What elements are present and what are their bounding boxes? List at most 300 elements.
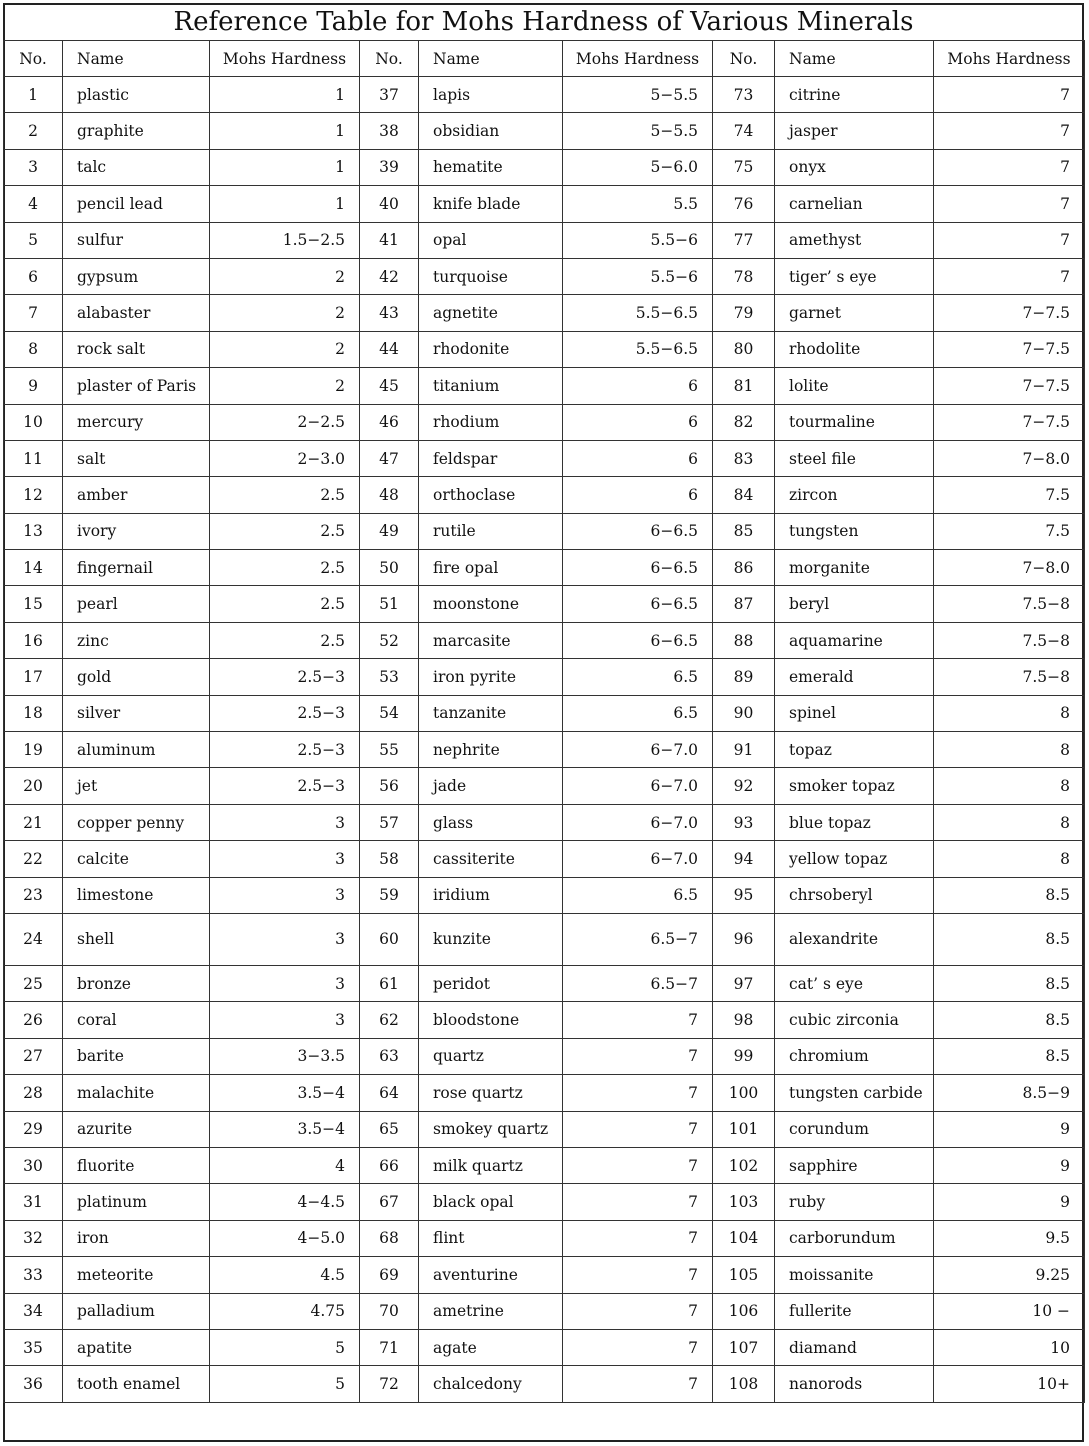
mineral-name: smoker topaz — [775, 768, 934, 804]
mineral-name: chromium — [775, 1038, 934, 1074]
mineral-name: aquamarine — [775, 622, 934, 658]
mineral-number: 16 — [4, 622, 63, 658]
mineral-hardness: 6 — [563, 477, 713, 513]
mineral-number: 100 — [713, 1075, 775, 1111]
mineral-name: alexandrite — [775, 913, 934, 965]
mineral-number: 74 — [713, 113, 775, 149]
mineral-name: malachite — [63, 1075, 210, 1111]
mineral-number: 96 — [713, 913, 775, 965]
mineral-name: coral — [63, 1002, 210, 1038]
mineral-hardness: 1 — [210, 149, 360, 185]
mineral-hardness: 1 — [210, 113, 360, 149]
mineral-number: 56 — [360, 768, 419, 804]
mineral-name: bloodstone — [419, 1002, 563, 1038]
mineral-name: morganite — [775, 550, 934, 586]
mineral-hardness: 8.5 — [934, 965, 1085, 1001]
mineral-hardness: 6.5 — [563, 659, 713, 695]
mineral-name: apatite — [63, 1329, 210, 1365]
mineral-number: 59 — [360, 877, 419, 913]
mineral-name: tourmaline — [775, 404, 934, 440]
header-no: No. — [713, 41, 775, 77]
mineral-number: 42 — [360, 258, 419, 294]
table-row — [4, 1111, 1085, 1147]
mineral-hardness: 6−6.5 — [563, 622, 713, 658]
mineral-hardness: 7.5−8 — [934, 659, 1085, 695]
header-name: Name — [775, 41, 934, 77]
mineral-hardness: 10 − — [934, 1293, 1085, 1329]
table-row — [4, 331, 1085, 367]
mineral-number: 32 — [4, 1220, 63, 1256]
mineral-name: carborundum — [775, 1220, 934, 1256]
table-row — [4, 440, 1085, 476]
table-row — [4, 368, 1085, 404]
mineral-number: 12 — [4, 477, 63, 513]
mineral-number: 11 — [4, 440, 63, 476]
mineral-name: smokey quartz — [419, 1111, 563, 1147]
mineral-name: feldspar — [419, 440, 563, 476]
mineral-number: 40 — [360, 186, 419, 222]
mineral-number: 47 — [360, 440, 419, 476]
mineral-hardness: 9 — [934, 1111, 1085, 1147]
mineral-name: jasper — [775, 113, 934, 149]
mineral-number: 68 — [360, 1220, 419, 1256]
mineral-number: 48 — [360, 477, 419, 513]
mineral-number: 94 — [713, 841, 775, 877]
mineral-hardness: 6−7.0 — [563, 804, 713, 840]
mineral-number: 91 — [713, 732, 775, 768]
mineral-name: cubic zirconia — [775, 1002, 934, 1038]
mineral-hardness: 7−8.0 — [934, 440, 1085, 476]
table-row — [4, 404, 1085, 440]
mineral-hardness: 7.5−8 — [934, 622, 1085, 658]
table-row — [4, 477, 1085, 513]
mineral-number: 10 — [4, 404, 63, 440]
mineral-name: zinc — [63, 622, 210, 658]
mineral-hardness: 6.5−7 — [563, 965, 713, 1001]
table-row — [4, 622, 1085, 658]
mineral-number: 93 — [713, 804, 775, 840]
mineral-hardness: 2 — [210, 295, 360, 331]
mineral-hardness: 6−7.0 — [563, 841, 713, 877]
mineral-hardness: 5.5−6.5 — [563, 295, 713, 331]
mineral-hardness: 5−5.5 — [563, 113, 713, 149]
mineral-hardness: 8 — [934, 841, 1085, 877]
mineral-name: tanzanite — [419, 695, 563, 731]
table-row — [4, 77, 1085, 113]
mineral-hardness: 7 — [934, 77, 1085, 113]
mineral-hardness: 6−7.0 — [563, 732, 713, 768]
mineral-number: 37 — [360, 77, 419, 113]
mineral-number: 36 — [4, 1366, 63, 1402]
mineral-number: 18 — [4, 695, 63, 731]
mineral-name: plastic — [63, 77, 210, 113]
mineral-name: agnetite — [419, 295, 563, 331]
mineral-name: gold — [63, 659, 210, 695]
mineral-hardness: 2.5−3 — [210, 695, 360, 731]
mineral-number: 60 — [360, 913, 419, 965]
mineral-number: 50 — [360, 550, 419, 586]
mineral-hardness: 6−7.0 — [563, 768, 713, 804]
mineral-number: 2 — [4, 113, 63, 149]
mineral-number: 84 — [713, 477, 775, 513]
mineral-number: 73 — [713, 77, 775, 113]
mineral-number: 46 — [360, 404, 419, 440]
mineral-hardness: 6 — [563, 440, 713, 476]
mineral-hardness: 5 — [210, 1329, 360, 1365]
mineral-number: 75 — [713, 149, 775, 185]
mineral-hardness: 7 — [563, 1111, 713, 1147]
mineral-hardness: 7 — [563, 1184, 713, 1220]
mineral-name: citrine — [775, 77, 934, 113]
mineral-name: turquoise — [419, 258, 563, 294]
mineral-name: rutile — [419, 513, 563, 549]
mineral-name: hematite — [419, 149, 563, 185]
mineral-number: 106 — [713, 1293, 775, 1329]
table-row — [4, 222, 1085, 258]
mineral-hardness: 8 — [934, 695, 1085, 731]
mineral-name: barite — [63, 1038, 210, 1074]
mineral-number: 15 — [4, 586, 63, 622]
mineral-number: 38 — [360, 113, 419, 149]
mineral-number: 28 — [4, 1075, 63, 1111]
mineral-number: 17 — [4, 659, 63, 695]
mineral-number: 39 — [360, 149, 419, 185]
mineral-hardness: 3.5−4 — [210, 1075, 360, 1111]
mineral-number: 90 — [713, 695, 775, 731]
mineral-number: 14 — [4, 550, 63, 586]
mineral-name: lapis — [419, 77, 563, 113]
mineral-hardness: 2 — [210, 258, 360, 294]
mineral-hardness: 7 — [563, 1002, 713, 1038]
mineral-number: 89 — [713, 659, 775, 695]
mineral-name: cat’ s eye — [775, 965, 934, 1001]
mineral-hardness: 9 — [934, 1184, 1085, 1220]
mineral-number: 58 — [360, 841, 419, 877]
mineral-name: calcite — [63, 841, 210, 877]
mineral-hardness: 3 — [210, 841, 360, 877]
mineral-hardness: 6.5 — [563, 695, 713, 731]
mineral-name: rose quartz — [419, 1075, 563, 1111]
mineral-number: 97 — [713, 965, 775, 1001]
table-row — [4, 113, 1085, 149]
table-row — [4, 186, 1085, 222]
mineral-number: 9 — [4, 368, 63, 404]
mineral-number: 22 — [4, 841, 63, 877]
mineral-name: jade — [419, 768, 563, 804]
mineral-name: tungsten carbide — [775, 1075, 934, 1111]
mineral-name: diamand — [775, 1329, 934, 1365]
mineral-name: moissanite — [775, 1257, 934, 1293]
mineral-name: alabaster — [63, 295, 210, 331]
mineral-number: 55 — [360, 732, 419, 768]
mineral-name: carnelian — [775, 186, 934, 222]
mineral-hardness: 8 — [934, 732, 1085, 768]
mineral-number: 85 — [713, 513, 775, 549]
mineral-hardness: 9.5 — [934, 1220, 1085, 1256]
mineral-number: 23 — [4, 877, 63, 913]
mineral-hardness: 7 — [934, 186, 1085, 222]
mineral-number: 41 — [360, 222, 419, 258]
table-row — [4, 258, 1085, 294]
mineral-name: amethyst — [775, 222, 934, 258]
mineral-number: 43 — [360, 295, 419, 331]
mineral-name: jet — [63, 768, 210, 804]
mineral-name: garnet — [775, 295, 934, 331]
mineral-name: agate — [419, 1329, 563, 1365]
mineral-name: obsidian — [419, 113, 563, 149]
mineral-hardness: 3 — [210, 965, 360, 1001]
mineral-name: zircon — [775, 477, 934, 513]
mineral-number: 72 — [360, 1366, 419, 1402]
mineral-hardness: 9.25 — [934, 1257, 1085, 1293]
mineral-hardness: 4.5 — [210, 1257, 360, 1293]
header-hardness: Mohs Hardness — [934, 41, 1085, 77]
mineral-name: aluminum — [63, 732, 210, 768]
mineral-hardness: 4−5.0 — [210, 1220, 360, 1256]
mineral-hardness: 5.5−6 — [563, 258, 713, 294]
mineral-hardness: 6.5 — [563, 877, 713, 913]
mineral-number: 103 — [713, 1184, 775, 1220]
mineral-hardness: 2.5−3 — [210, 732, 360, 768]
mineral-hardness: 3 — [210, 877, 360, 913]
mineral-hardness: 2.5 — [210, 550, 360, 586]
mineral-name: kunzite — [419, 913, 563, 965]
mineral-number: 63 — [360, 1038, 419, 1074]
header-hardness: Mohs Hardness — [210, 41, 360, 77]
mineral-name: chalcedony — [419, 1366, 563, 1402]
mineral-number: 101 — [713, 1111, 775, 1147]
table-row — [4, 1002, 1085, 1038]
mineral-hardness: 7.5−8 — [934, 586, 1085, 622]
table-row — [4, 295, 1085, 331]
mineral-name: blue topaz — [775, 804, 934, 840]
mineral-name: glass — [419, 804, 563, 840]
mineral-name: knife blade — [419, 186, 563, 222]
mineral-name: marcasite — [419, 622, 563, 658]
table-row — [4, 1293, 1085, 1329]
mineral-name: palladium — [63, 1293, 210, 1329]
mineral-name: limestone — [63, 877, 210, 913]
mineral-number: 83 — [713, 440, 775, 476]
mineral-name: rock salt — [63, 331, 210, 367]
mineral-hardness: 5.5−6.5 — [563, 331, 713, 367]
mineral-number: 104 — [713, 1220, 775, 1256]
mohs-hardness-table — [3, 40, 1085, 1403]
mineral-name: ivory — [63, 513, 210, 549]
mineral-number: 54 — [360, 695, 419, 731]
table-row — [4, 550, 1085, 586]
mineral-number: 57 — [360, 804, 419, 840]
mineral-number: 27 — [4, 1038, 63, 1074]
mineral-name: steel file — [775, 440, 934, 476]
mineral-hardness: 7 — [563, 1038, 713, 1074]
mineral-number: 86 — [713, 550, 775, 586]
mineral-name: spinel — [775, 695, 934, 731]
mineral-number: 25 — [4, 965, 63, 1001]
mineral-number: 102 — [713, 1147, 775, 1183]
mineral-hardness: 7 — [563, 1075, 713, 1111]
table-row — [4, 877, 1085, 913]
table-row — [4, 1038, 1085, 1074]
mineral-hardness: 1 — [210, 186, 360, 222]
mineral-number: 5 — [4, 222, 63, 258]
mineral-name: fluorite — [63, 1147, 210, 1183]
mineral-name: iridium — [419, 877, 563, 913]
mineral-hardness: 6−6.5 — [563, 513, 713, 549]
mineral-name: tooth enamel — [63, 1366, 210, 1402]
mineral-number: 65 — [360, 1111, 419, 1147]
mineral-number: 3 — [4, 149, 63, 185]
mineral-hardness: 2−3.0 — [210, 440, 360, 476]
mineral-name: opal — [419, 222, 563, 258]
mineral-hardness: 7 — [563, 1257, 713, 1293]
mineral-number: 99 — [713, 1038, 775, 1074]
mineral-number: 107 — [713, 1329, 775, 1365]
mineral-hardness: 4−4.5 — [210, 1184, 360, 1220]
mineral-hardness: 3 — [210, 1002, 360, 1038]
mineral-hardness: 7 — [934, 149, 1085, 185]
header-no: No. — [4, 41, 63, 77]
mineral-number: 95 — [713, 877, 775, 913]
mineral-hardness: 3−3.5 — [210, 1038, 360, 1074]
mineral-hardness: 7 — [563, 1366, 713, 1402]
mineral-name: flint — [419, 1220, 563, 1256]
mineral-name: black opal — [419, 1184, 563, 1220]
mineral-hardness: 1 — [210, 77, 360, 113]
mineral-number: 51 — [360, 586, 419, 622]
mineral-hardness: 5.5 — [563, 186, 713, 222]
table-row — [4, 513, 1085, 549]
mineral-name: shell — [63, 913, 210, 965]
header-name: Name — [63, 41, 210, 77]
mineral-hardness: 8.5 — [934, 913, 1085, 965]
mineral-hardness: 8 — [934, 768, 1085, 804]
mineral-hardness: 9 — [934, 1147, 1085, 1183]
mineral-number: 81 — [713, 368, 775, 404]
mineral-name: tiger’ s eye — [775, 258, 934, 294]
mineral-name: moonstone — [419, 586, 563, 622]
mineral-name: onyx — [775, 149, 934, 185]
mineral-number: 24 — [4, 913, 63, 965]
mineral-number: 30 — [4, 1147, 63, 1183]
mineral-number: 31 — [4, 1184, 63, 1220]
mineral-hardness: 6−6.5 — [563, 550, 713, 586]
header-name: Name — [419, 41, 563, 77]
table-row — [4, 732, 1085, 768]
mineral-hardness: 2.5 — [210, 513, 360, 549]
mineral-hardness: 2−2.5 — [210, 404, 360, 440]
mineral-hardness: 8.5 — [934, 1002, 1085, 1038]
mineral-hardness: 7−7.5 — [934, 295, 1085, 331]
mineral-hardness: 1.5−2.5 — [210, 222, 360, 258]
mineral-name: tungsten — [775, 513, 934, 549]
mineral-name: corundum — [775, 1111, 934, 1147]
mineral-number: 78 — [713, 258, 775, 294]
mineral-name: fullerite — [775, 1293, 934, 1329]
mineral-hardness: 4 — [210, 1147, 360, 1183]
page-title: Reference Table for Mohs Hardness of Various Minerals — [173, 7, 914, 37]
mineral-number: 13 — [4, 513, 63, 549]
mineral-hardness: 3 — [210, 804, 360, 840]
mineral-number: 82 — [713, 404, 775, 440]
mineral-number: 35 — [4, 1329, 63, 1365]
mineral-hardness: 2.5 — [210, 622, 360, 658]
mineral-name: copper penny — [63, 804, 210, 840]
table-row — [4, 1257, 1085, 1293]
mineral-hardness: 7−8.0 — [934, 550, 1085, 586]
header-row — [4, 41, 1085, 77]
mineral-name: pearl — [63, 586, 210, 622]
mineral-number: 8 — [4, 331, 63, 367]
mineral-hardness: 7.5 — [934, 513, 1085, 549]
mineral-number: 88 — [713, 622, 775, 658]
mineral-number: 44 — [360, 331, 419, 367]
mineral-name: peridot — [419, 965, 563, 1001]
mineral-name: platinum — [63, 1184, 210, 1220]
mineral-number: 108 — [713, 1366, 775, 1402]
mineral-hardness: 7 — [934, 113, 1085, 149]
mineral-hardness: 2.5−3 — [210, 659, 360, 695]
mineral-name: rhodium — [419, 404, 563, 440]
mineral-name: ruby — [775, 1184, 934, 1220]
mineral-hardness: 8.5 — [934, 1038, 1085, 1074]
mineral-hardness: 2.5 — [210, 586, 360, 622]
mineral-name: chrsoberyl — [775, 877, 934, 913]
mineral-number: 70 — [360, 1293, 419, 1329]
table-row — [4, 1329, 1085, 1365]
mineral-hardness: 7 — [934, 258, 1085, 294]
mineral-name: sulfur — [63, 222, 210, 258]
mineral-name: rhodonite — [419, 331, 563, 367]
mineral-name: graphite — [63, 113, 210, 149]
mineral-hardness: 2 — [210, 331, 360, 367]
mineral-hardness: 5.5−6 — [563, 222, 713, 258]
mineral-hardness: 7−7.5 — [934, 404, 1085, 440]
mineral-hardness: 2 — [210, 368, 360, 404]
mineral-hardness: 8 — [934, 804, 1085, 840]
mineral-name: silver — [63, 695, 210, 731]
mineral-hardness: 6−6.5 — [563, 586, 713, 622]
mineral-name: gypsum — [63, 258, 210, 294]
mineral-number: 64 — [360, 1075, 419, 1111]
table-row — [4, 768, 1085, 804]
mineral-name: talc — [63, 149, 210, 185]
mineral-name: aventurine — [419, 1257, 563, 1293]
table-row — [4, 1075, 1085, 1111]
mineral-hardness: 4.75 — [210, 1293, 360, 1329]
mineral-number: 20 — [4, 768, 63, 804]
mineral-hardness: 10 — [934, 1329, 1085, 1365]
table-row — [4, 149, 1085, 185]
mineral-name: emerald — [775, 659, 934, 695]
mineral-number: 52 — [360, 622, 419, 658]
mineral-hardness: 3.5−4 — [210, 1111, 360, 1147]
mineral-number: 71 — [360, 1329, 419, 1365]
mineral-hardness: 7 — [563, 1220, 713, 1256]
table-row — [4, 913, 1085, 965]
mineral-hardness: 2.5 — [210, 477, 360, 513]
mineral-number: 49 — [360, 513, 419, 549]
mineral-hardness: 7.5 — [934, 477, 1085, 513]
mineral-name: nephrite — [419, 732, 563, 768]
mineral-name: amber — [63, 477, 210, 513]
mineral-name: titanium — [419, 368, 563, 404]
mineral-number: 62 — [360, 1002, 419, 1038]
mineral-name: fire opal — [419, 550, 563, 586]
table-body — [4, 77, 1085, 1403]
table-row — [4, 1366, 1085, 1402]
mineral-hardness: 7 — [563, 1293, 713, 1329]
